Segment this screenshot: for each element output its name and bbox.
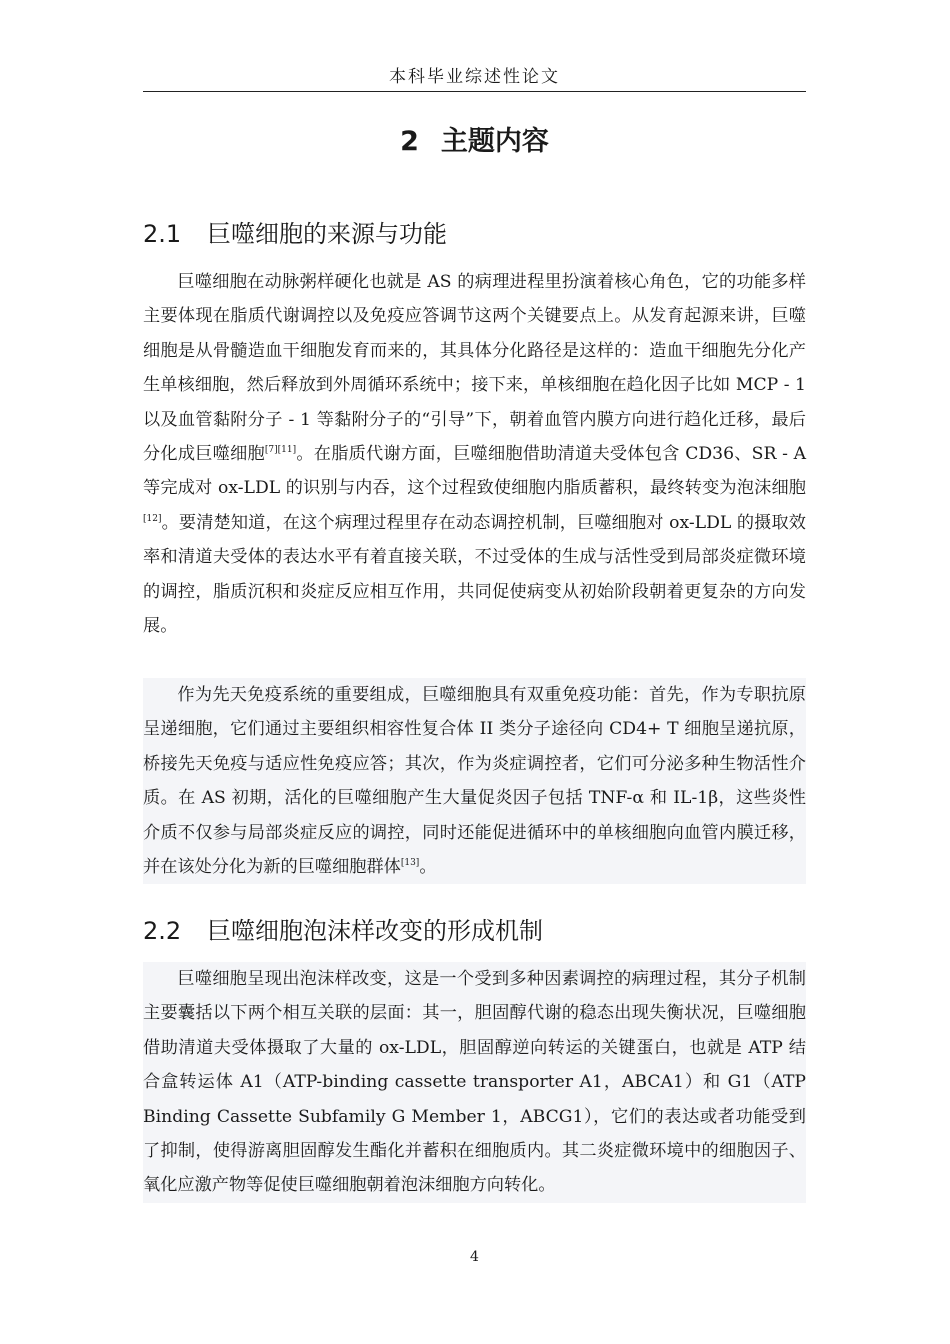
citation-ref: [13] — [400, 858, 420, 869]
chapter-title — [143, 122, 806, 162]
running-header: 本科毕业综述性论文 — [389, 67, 560, 87]
paragraph-text: 。 — [419, 857, 437, 878]
section-heading-2-1 — [143, 216, 806, 252]
section-number: 2.2 — [143, 917, 182, 945]
paragraph-text: 巨噬细胞在动脉粥样硬化也就是 AS 的病理进程里扮演着核心角色，它的功能多样主要体现在脂质代谢调控以及免疫应答调节这两个关键要点上。从发育起源来讲，巨噬细胞是从骨髓造血干细胞发育而来的，其具体分化路径是这样的：造血干细胞先分化产生单核细胞，然后释放到外周循环系统中；接下来，单核细胞在趋化因子比如 MCP - 1 以及血管黏附分子 - 1 等黏附分子的“引导”下，朝着血管内膜方向进行趋化迁移，最后分化成巨噬细胞 — [143, 272, 806, 465]
section-title-text: 巨噬细胞的来源与功能 — [207, 220, 447, 248]
page-number: 4 — [470, 1249, 479, 1265]
paragraph-text: 。在脂质代谢方面，巨噬细胞借助清道夫受体包含 CD36、SR - A 等完成对 ox-LDL 的识别与内吞，这个过程致使细胞内脂质蓄积，最终转变为泡沫细胞 — [143, 444, 806, 499]
header-rule — [143, 91, 806, 92]
paragraph-text: 巨噬细胞呈现出泡沫样改变，这是一个受到多种因素调控的病理过程，其分子机制主要囊括以下两个相互关联的层面：其一，胆固醇代谢的稳态出现失衡状况，巨噬细胞借助清道夫受体摄取了大量的 ox-LDL，胆固醇逆向转运的关键蛋白，也就是 ATP 结合盒转运体 A1（ATP-binding cassette transporter A1，ABCA1）和 G1（ATP Binding Cassette Subfamily G Member 1，ABCG1），它们的表达或者功能受到了抑制，使得游离胆固醇发生酯化并蓄积在细胞质内。其二炎症微环境中的细胞因子、氧化应激产物等促使巨噬细胞朝着泡沫细胞方向转化。 — [143, 969, 806, 1196]
chapter-title-text: 主题内容 — [440, 126, 549, 157]
citation-ref: [7][11] — [264, 445, 297, 456]
paragraph-text: 作为先天免疫系统的重要组成，巨噬细胞具有双重免疫功能：首先，作为专职抗原呈递细胞，它们通过主要组织相容性复合体 II 类分子途径向 CD4+ T 细胞呈递抗原，桥接先天免疫与适应性免疫应答；其次，作为炎症调控者，它们可分泌多种生物活性介质。在 AS 初期，活化的巨噬细胞产生大量促炎因子包括 TNF-α 和 IL-1β，这些炎性介质不仅参与局部炎症反应的调控，同时还能促进循环中的单核细胞向血管内膜迁移，并在该处分化为新的巨噬细胞群体 — [143, 685, 806, 878]
section-heading-2-2 — [143, 913, 806, 949]
section-number: 2.1 — [143, 220, 182, 248]
paragraph-foam-cell-mechanism — [143, 962, 806, 1203]
section-title-text: 巨噬细胞泡沫样改变的形成机制 — [207, 917, 543, 945]
citation-ref: [12] — [143, 513, 162, 524]
paragraph-text: 。要清楚知道，在这个病理过程里存在动态调控机制，巨噬细胞对 ox-LDL 的摄取效率和清道夫受体的表达水平有着直接关联，不过受体的生成与活性受到局部炎症微环境的调控，脂质沉积和炎症反应相互作用，共同促使病变从初始阶段朝着更复杂的方向发展。 — [143, 512, 806, 637]
paragraph-macrophage-origin — [143, 265, 806, 643]
paragraph-immune-function — [143, 678, 806, 884]
chapter-number: 2 — [400, 126, 419, 157]
